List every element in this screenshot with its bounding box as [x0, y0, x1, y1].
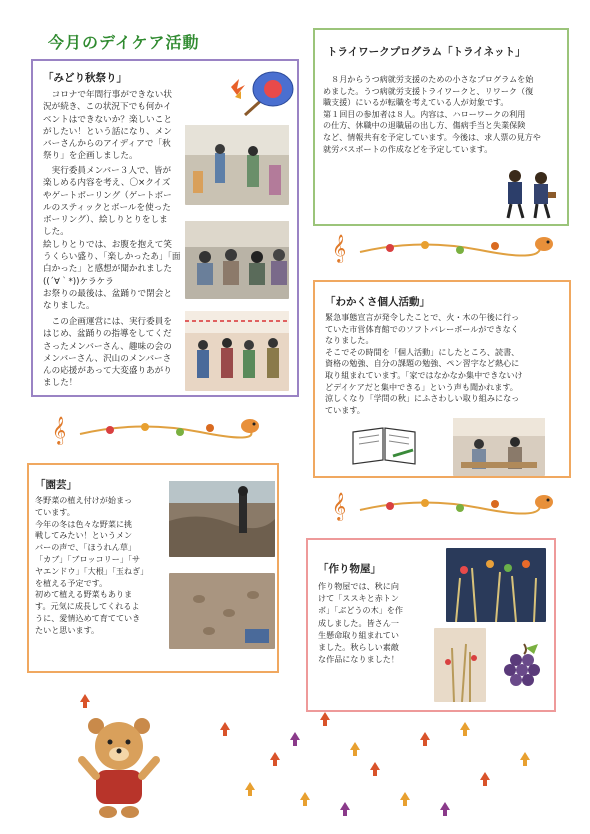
autumn-music-decoration: [330, 488, 560, 524]
photo-field: [169, 481, 275, 557]
svg-text:𝄞: 𝄞: [52, 416, 67, 444]
grapes-icon: [498, 640, 546, 692]
section-title: 「園芸」: [35, 479, 77, 491]
autumn-music-decoration: [330, 230, 560, 266]
svg-text:𝄞: 𝄞: [332, 492, 347, 520]
photo-study: [453, 418, 545, 476]
section-title: 「作り物屋」: [318, 563, 381, 575]
section-body: 作り物屋では、秋に向 けて「ススキと赤トン ボ」「ぶどうの木」を作 成しました。皆さん一 生懸命取り組まれてい ました。秋らしい素敵 な作品になりました！: [318, 581, 403, 665]
photo-dance: [185, 311, 289, 391]
section-paragraph: この企画運営には、実行委員を はじめ、盆踊りの指導をしてくだ さったメンバーさん、趣味の会の メンバーさん、沢山のメンバーさ んの応援があって大変盛りあがり ました！: [43, 317, 172, 389]
wakakusa-section: [313, 280, 571, 478]
page-title: 今月のデイケア活動: [48, 33, 200, 52]
section-paragraph: 実行委員メンバー３人で、皆が 楽しめる内容を考え、〇×クイズ やゲートボーリング（ゲートボー ルのスティックとボールを使った ボーリング）、絵しりとりをしま した。 絵しりとりでは、お腹を抱えて笑 うくらい盛り、「楽しかったあ」「面 白かった」と感想が聞かれました ((´∀｀*))ケラケラ お祭りの最後は、盆踊りで閉会と なりました。: [43, 166, 181, 312]
uchiwa-fan-icon: [225, 67, 295, 119]
section-title: トライワークプログラム「トライネット」: [327, 46, 526, 58]
business-people-icon: [495, 166, 563, 222]
trinet-section: [313, 28, 569, 226]
section-paragraph: コロナで年間行事ができない状 況が続き、この状況下でも何かイ ベントはできないか？楽しいこと がしたい！という話になり、メン バーさんからのアイディアで「秋 祭り」を企画しました。: [43, 90, 172, 162]
open-book-icon: [349, 422, 419, 466]
photo-bowling: [185, 125, 289, 205]
gardening-section: [27, 463, 279, 673]
midori-festival-section: [31, 59, 299, 397]
maple-leaves-decoration: [60, 690, 560, 830]
crafts-section: [306, 538, 556, 712]
section-body: 冬野菜の植え付けが始まっ ています。 今年の冬は色々な野菜に挑 戦してみたい！というメン バーの声で、「ほうれん草」 「カブ」「ブロッコリー」「サ ヤエンドウ」「大根」「玉ねぎ」 を植える予定です。 初めて植える野菜もありま す。元気に成長してくれるよ うに、愛情込めて育てていき たいと思います。: [35, 495, 149, 635]
photo-meeting: [185, 221, 289, 299]
section-body: ８月からうつ病就労支援のための小さなプログラムを始 めました。うつ病就労支援トライワークと、リワーク（復 職支援）にいるが転職を考えている人が対象です。 第１回目の参加者は８人。内容は、ハローワークの利用 の仕方、休職中の退職届の出し方、傷病手当と失業保険 など、情報共有を予定しています。今後は、求人票の見方や 就労パスポートの作成などを予定しています。: [323, 74, 541, 154]
photo-grape-tree: [446, 548, 546, 622]
section-title: 「みどり秋祭り」: [43, 72, 127, 84]
photo-soil: [169, 573, 275, 649]
autumn-music-decoration: [50, 412, 270, 448]
section-body: 緊急事態宣言が発令したことで、火・木の午後に行っ ていた市営体育館でのソフトバレーボールができなく なりました。 そこでその時間を「個人活動」にしたところ、読書、 資格の勉強、自分の課題の勉強、ペン習字など熱心に 取り組まれています。「家ではなかなか集中できないけ どデイケアだと集中できる」という声も聞かれます。 涼しくなり「学問の秋」にふさわしい取り組みになっ ています。: [325, 312, 523, 415]
svg-text:𝄞: 𝄞: [332, 234, 347, 262]
section-title: 「わかくさ個人活動」: [325, 296, 430, 308]
